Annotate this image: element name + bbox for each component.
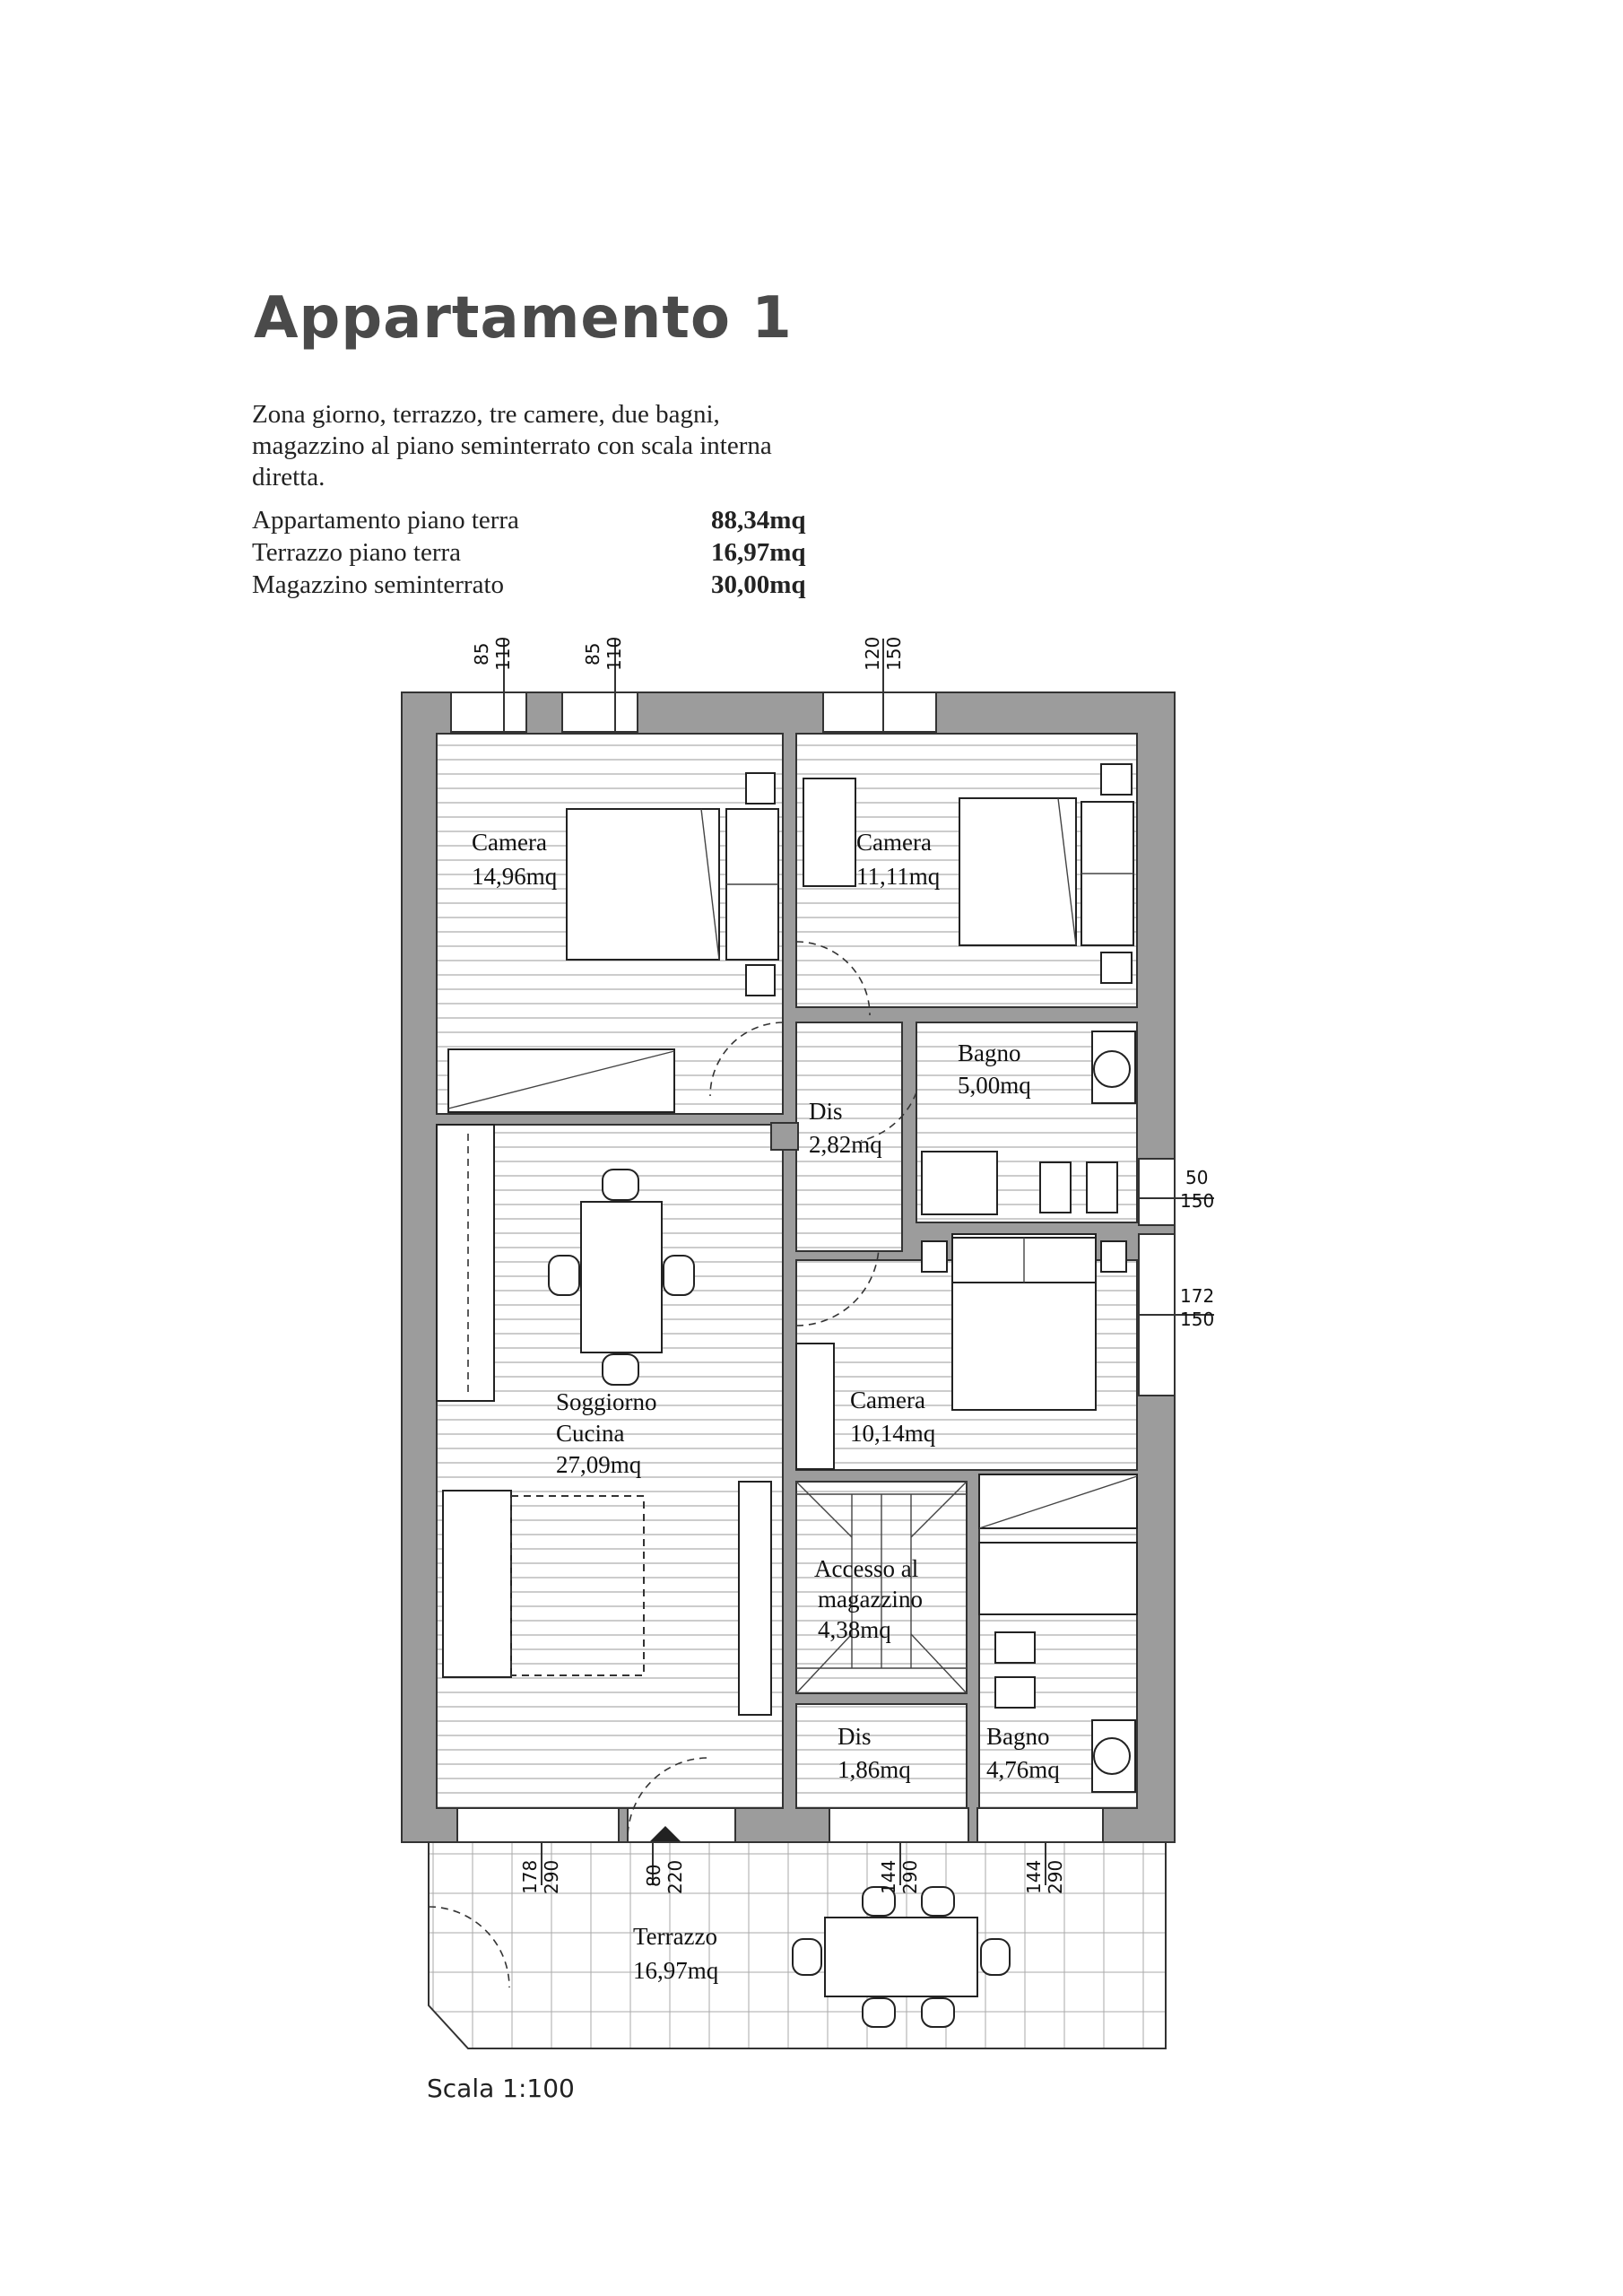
chair — [793, 1939, 821, 1975]
area-label: Magazzino seminterrato — [252, 570, 505, 599]
window-dim: 110 — [492, 636, 514, 671]
bidet — [995, 1677, 1035, 1708]
sink-basin-icon — [1094, 1051, 1130, 1087]
dining-table — [581, 1202, 662, 1352]
area-label: Terrazzo piano terra — [252, 538, 462, 567]
bed — [567, 809, 719, 960]
window-dim: 290 — [899, 1859, 921, 1894]
chair — [603, 1354, 638, 1385]
sink-basin-icon — [1094, 1738, 1130, 1774]
nightstand — [1101, 952, 1132, 983]
room-area: 10,14mq — [850, 1420, 936, 1447]
area-label: Appartamento piano terra — [252, 506, 519, 535]
column — [771, 1123, 798, 1150]
room-label: Dis — [838, 1723, 872, 1750]
room-area: 5,00mq — [958, 1072, 1031, 1099]
room-label: Dis — [809, 1098, 843, 1125]
window-bottom-3 — [829, 1808, 968, 1842]
window-dim: 144 — [878, 1859, 899, 1894]
area-value: 16,97mq — [711, 538, 806, 567]
toilet — [1040, 1162, 1071, 1213]
chair — [549, 1256, 579, 1295]
room-label: Camera — [850, 1387, 925, 1413]
room-area: 4,38mq — [818, 1616, 891, 1643]
room-area: 11,11mq — [856, 863, 941, 890]
bidet — [1087, 1162, 1117, 1213]
chair — [603, 1170, 638, 1200]
window-top-2 — [562, 692, 638, 732]
window-dim: 150 — [883, 636, 905, 671]
window-dim: 80 — [643, 1864, 664, 1887]
room-label: Soggiorno — [556, 1388, 657, 1415]
nightstand — [1101, 1241, 1126, 1272]
toilet — [995, 1632, 1035, 1663]
chair — [922, 1887, 954, 1916]
window-right-1 — [1139, 1159, 1175, 1225]
apartment-description: Zona giorno, terrazzo, tre camere, due bagni, magazzino al piano seminterrato con scala interna diretta. — [252, 400, 772, 491]
area-value: 88,34mq — [711, 506, 806, 535]
tv-cabinet — [739, 1482, 771, 1715]
window-dim: 110 — [603, 636, 625, 671]
nightstand — [922, 1241, 947, 1272]
wardrobe — [796, 1344, 834, 1469]
room-label: Camera — [472, 829, 547, 856]
door-bottom-2 — [628, 1808, 735, 1842]
room-label: Terrazzo — [633, 1923, 718, 1950]
room-label: magazzino — [818, 1586, 923, 1613]
window-dim: 50 — [1185, 1167, 1209, 1188]
window-bottom-4 — [977, 1808, 1103, 1842]
window-top-1 — [451, 692, 526, 732]
shower — [979, 1543, 1137, 1614]
window-dim: 85 — [471, 642, 492, 665]
room-area: 27,09mq — [556, 1451, 642, 1478]
chair — [981, 1939, 1010, 1975]
area-value: 30,00mq — [711, 570, 806, 599]
scale-label: Scala 1:100 — [427, 2074, 575, 2103]
room-label: Bagno — [986, 1723, 1050, 1750]
terrace-table — [825, 1918, 977, 1996]
nightstand — [746, 773, 775, 804]
shower — [922, 1152, 997, 1214]
window-top-3 — [823, 692, 936, 732]
chair — [664, 1256, 694, 1295]
bed — [959, 798, 1076, 945]
window-dim: 178 — [519, 1859, 541, 1894]
room-area: 1,86mq — [838, 1756, 911, 1783]
room-label: Cucina — [556, 1420, 625, 1447]
room-label: Bagno — [958, 1039, 1021, 1066]
window-dim: 150 — [1180, 1190, 1215, 1212]
window-dim: 172 — [1180, 1285, 1215, 1307]
window-dim: 220 — [664, 1859, 686, 1894]
page-title: Appartamento 1 — [254, 285, 793, 352]
room-area: 2,82mq — [809, 1131, 882, 1158]
chair — [863, 1998, 895, 2027]
room-area: 16,97mq — [633, 1957, 719, 1984]
room-label: Camera — [856, 829, 932, 856]
nightstand — [1101, 764, 1132, 795]
window-dim: 150 — [1180, 1309, 1215, 1330]
kitchen-counter — [437, 1125, 494, 1401]
nightstand — [746, 965, 775, 996]
window-dim: 85 — [582, 642, 603, 665]
wardrobe — [448, 1049, 674, 1112]
room-label: Accesso al — [814, 1555, 919, 1582]
window-dim: 290 — [1045, 1859, 1066, 1894]
window-dim: 120 — [862, 636, 883, 671]
window-bottom-1 — [457, 1808, 619, 1842]
chair — [922, 1998, 954, 2027]
window-dim: 290 — [541, 1859, 562, 1894]
wardrobe — [803, 778, 855, 886]
window-dim: 144 — [1023, 1859, 1045, 1894]
sofa — [443, 1491, 511, 1677]
room-area: 4,76mq — [986, 1756, 1060, 1783]
room-area: 14,96mq — [472, 863, 558, 890]
